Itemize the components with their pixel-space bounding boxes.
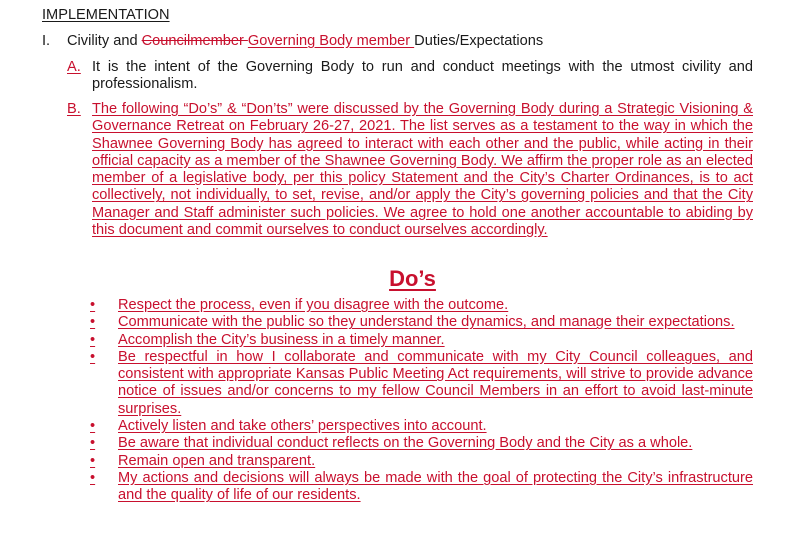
item-b-text: The following “Do’s” & “Don’ts” were discussed by the Governing Body during a Strategic Visioning & Governance Retreat on February 26-27, 2021. The list serves as a testament to the way in which the Shawnee Governing Body has agreed to interact with each other and the public, while acting in their official capacity as a member of the Shawnee Governing Body. We affirm the proper role as an elected member of a legislative body, per this policy Statement and the City’s Charter Ordinances, is to act collectively, not individually, to set, revise, and/or apply the City’s governing policies and that the City Manager and Staff administer such policies. We agree to hold one another accountable to abiding by this document and commit ourselves to conduct ourselves accordingly. — [92, 101, 753, 239]
bullet-icon: • — [90, 297, 96, 313]
item-b — [67, 101, 753, 239]
bullet-icon: • — [90, 314, 96, 331]
bullet-icon: • — [90, 331, 96, 348]
list-item-text: My actions and decisions will always be made with the goal of protecting the City’s infrastructure and the quality of life of our residents. — [118, 469, 753, 504]
item-i-number: I. — [42, 33, 51, 49]
item-i — [42, 33, 543, 49]
list-item — [90, 332, 753, 349]
item-i-text-after: Duties/Expectations — [414, 33, 544, 49]
list-item — [90, 435, 753, 452]
inserted-text: Governing Body member — [247, 33, 415, 49]
dos-title — [0, 266, 800, 292]
bullet-icon: • — [90, 452, 96, 469]
item-a-text: It is the intent of the Governing Body to run and conduct meetings with the utmost civility and professionalism. — [92, 59, 753, 93]
list-item — [90, 418, 753, 435]
item-b-label: B. — [67, 101, 81, 117]
list-item — [90, 470, 753, 505]
list-item — [90, 297, 753, 314]
list-item-text: Be respectful in how I collaborate and communicate with my City Council colleagues, and consistent with appropriate Kansas Public Meeting Act requirements, will strive to provide advance notice of issues and/or concerns to my fellow Council Members in an effort to avoid last-minute surprises. — [118, 348, 753, 417]
list-item-text: Be aware that individual conduct reflects on the Governing Body and the City as a whole. — [118, 435, 693, 452]
list-item — [90, 314, 753, 331]
list-item-text: Accomplish the City’s business in a timely manner. — [118, 331, 445, 348]
bullet-icon: • — [90, 348, 96, 365]
bullet-icon: • — [90, 469, 96, 486]
list-item-text: Actively listen and take others’ perspectives into account. — [118, 418, 487, 435]
list-item-text: Communicate with the public so they understand the dynamics, and manage their expectations. — [118, 314, 735, 331]
bullet-icon: • — [90, 435, 96, 452]
list-item-text: Remain open and transparent. — [118, 452, 316, 469]
item-a-label: A. — [67, 59, 81, 75]
deleted-text: Councilmember — [141, 33, 248, 49]
dos-title-text: Do’s — [389, 266, 436, 291]
list-item-text: Respect the process, even if you disagree with the outcome. — [118, 297, 509, 313]
section-heading: IMPLEMENTATION — [42, 7, 170, 23]
list-item — [90, 453, 753, 470]
item-i-text-before: Civility and — [67, 33, 142, 49]
list-item — [90, 349, 753, 418]
dos-list — [90, 297, 753, 505]
bullet-icon: • — [90, 418, 96, 435]
item-a — [67, 59, 753, 94]
